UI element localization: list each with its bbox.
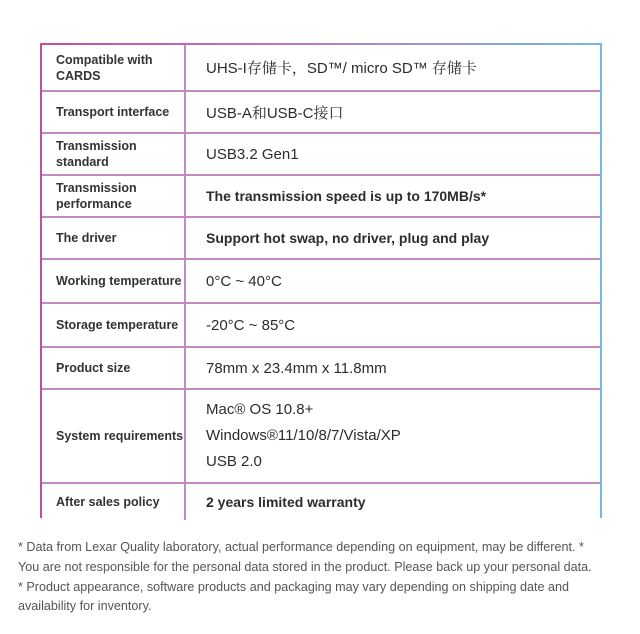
spec-value: 78mm x 23.4mm x 11.8mm [185,347,600,389]
spec-row-transport-interface [42,91,600,133]
footnote-line: availability for inventory. [18,599,152,614]
spec-value: USB3.2 Gen1 [185,133,600,175]
spec-table [42,45,600,520]
spec-label: Transmission performance [42,175,185,217]
spec-value: USB-A和USB-C接口 [185,91,600,133]
footnote-line: * Data from Lexar Quality laboratory, actual performance depending on equipment, may be different. * [18,540,584,554]
spec-row-transmission-standard [42,133,600,175]
spec-label: The driver [42,217,185,259]
spec-value-line: Mac® OS 10.8+ [206,401,314,418]
spec-row-working-temperature [42,259,600,303]
spec-value-list [185,389,600,483]
footnote-line: * Product appearance, software products and packaging may vary depending on shipping date and [18,579,569,594]
spec-row-system-requirements [42,389,600,483]
spec-row-compatible-cards [42,45,600,91]
spec-label: Storage temperature [42,303,185,347]
spec-label: System requirements [42,389,185,483]
spec-label: After sales policy [42,483,185,520]
spec-value: UHS-I存储卡，SD™/ micro SD™ 存储卡 [185,45,600,91]
spec-row-product-size [42,347,600,389]
spec-value-line: USB 2.0 [206,453,262,470]
spec-label: Working temperature [42,259,185,303]
spec-value: 0°C ~ 40°C [185,259,600,303]
spec-row-transmission-performance [42,175,600,217]
spec-row-storage-temperature [42,303,600,347]
spec-label: Transport interface [42,91,185,133]
spec-label: Compatible with CARDS [42,45,185,91]
spec-value: -20°C ~ 85°C [185,303,600,347]
spec-label: Product size [42,347,185,389]
spec-row-driver [42,217,600,259]
spec-row-after-sales [42,483,600,520]
footnote-line: You are not responsible for the personal data stored in the product. Please back up your personal data. [18,559,592,574]
spec-value: 2 years limited warranty [206,494,366,510]
spec-table-frame [40,43,602,518]
footnotes [18,538,628,617]
spec-label: Transmission standard [42,133,185,175]
spec-value: Support hot swap, no driver, plug and play [185,217,600,259]
spec-value-line: Windows®11/10/8/7/Vista/XP [206,427,401,444]
spec-value: The transmission speed is up to 170MB/s* [185,175,600,217]
